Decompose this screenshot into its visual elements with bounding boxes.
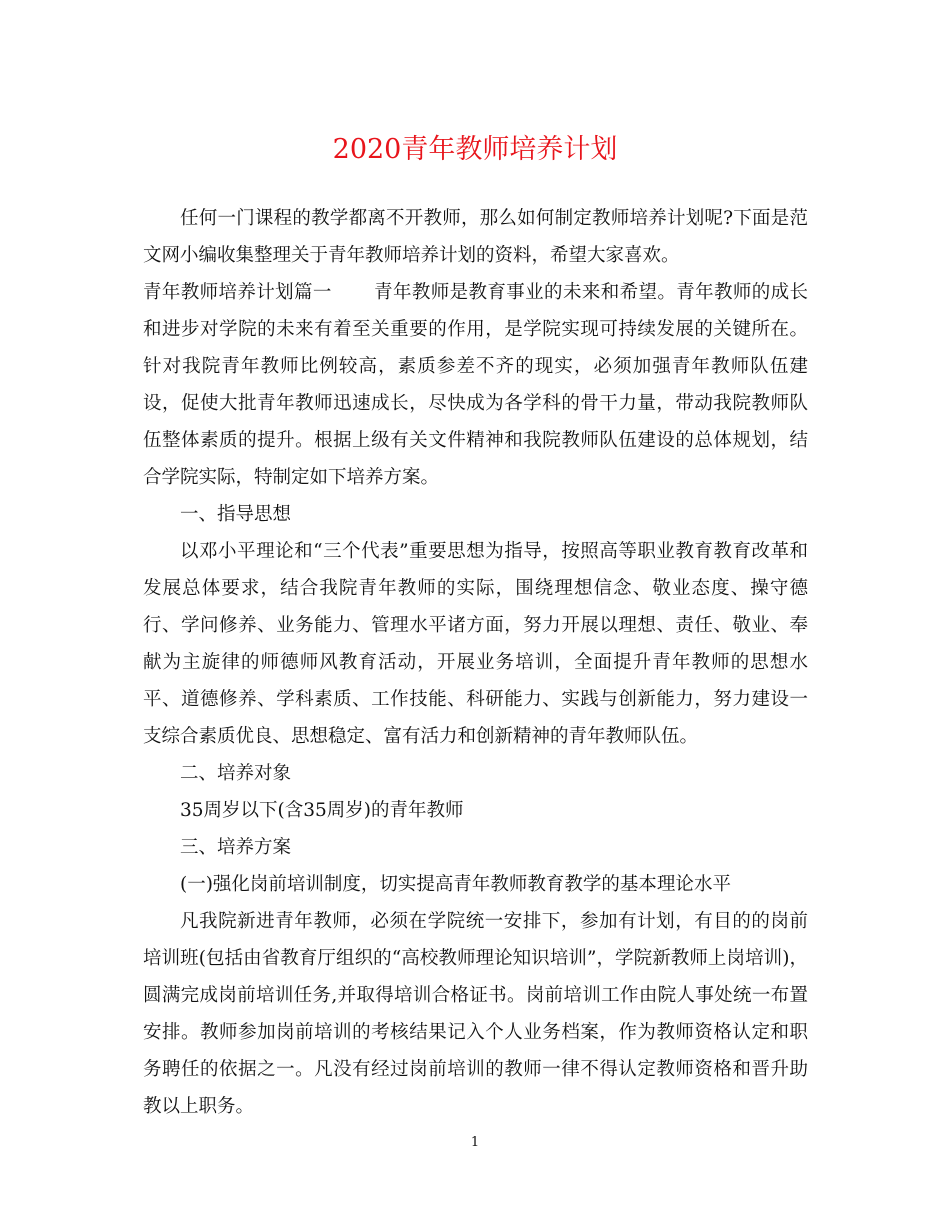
paragraph-training-target: 35周岁以下(含35周岁)的青年教师 — [180, 800, 464, 821]
heading-training-target: 二、培养对象 — [180, 763, 292, 784]
subheading-pre-job-training: (一)强化岗前培训制度，切实提高青年教师教育教学的基本理论水平 — [180, 874, 731, 895]
section-text: 青年教师是教育事业的未来和希望。青年教师的成长和进步对学院的未来有着至关重要的作用，是学院实现可持续发展的关键所在。针对我院青年教师比例较高，素质参差不齐的现实，必须加强青年教师队伍建设，促使大批青年教师迅速成长，尽快成为各学科的骨干力量，带动我院教师队伍整体素质的提升。根据上级有关文件精神和我院教师队伍建设的总体规划，结合学院实际，特制定如下培养方案。 — [143, 282, 808, 488]
section-paragraph — [143, 274, 808, 496]
heading-training-plan: 三、培养方案 — [180, 837, 292, 858]
heading-guiding-thought: 一、指导思想 — [180, 504, 292, 525]
paragraph-guiding-thought: 以邓小平理论和“三个代表”重要思想为指导，按照高等职业教育教育改革和发展总体要求，结合我院青年教师的实际，围绕理想信念、敬业态度、操守德行、学问修养、业务能力、管理水平诸方面，努力开展以理想、责任、敬业、奉献为主旋律的师德师风教育活动，开展业务培训，全面提升青年教师的思想水平、道德修养、学科素质、工作技能、科研能力、实践与创新能力，努力建设一支综合素质优良、思想稳定、富有活力和创新精神的青年教师队伍。 — [143, 541, 808, 747]
section-label: 青年教师培养计划篇一 — [143, 282, 332, 303]
paragraph-pre-job-training: 凡我院新进青年教师，必须在学院统一安排下，参加有计划，有目的的岗前培训班(包括由省教育厅组织的“高校教师理论知识培训”，学院新教师上岗培训)，圆满完成岗前培训任务,并取得培训合格证书。岗前培训工作由院人事处统一布置安排。教师参加岗前培训的考核结果记入个人业务档案，作为教师资格认定和职务聘任的依据之一。凡没有经过岗前培训的教师一律不得认定教师资格和晋升助教以上职务。 — [143, 911, 808, 1117]
document-title: 2020青年教师培养计划 — [332, 134, 618, 165]
page-number: 1 — [470, 1135, 480, 1150]
intro-paragraph: 任何一门课程的教学都离不开教师，那么如何制定教师培养计划呢?下面是范文网小编收集整理关于青年教师培养计划的资料，希望大家喜欢。 — [143, 208, 808, 266]
document-body — [143, 200, 808, 1125]
